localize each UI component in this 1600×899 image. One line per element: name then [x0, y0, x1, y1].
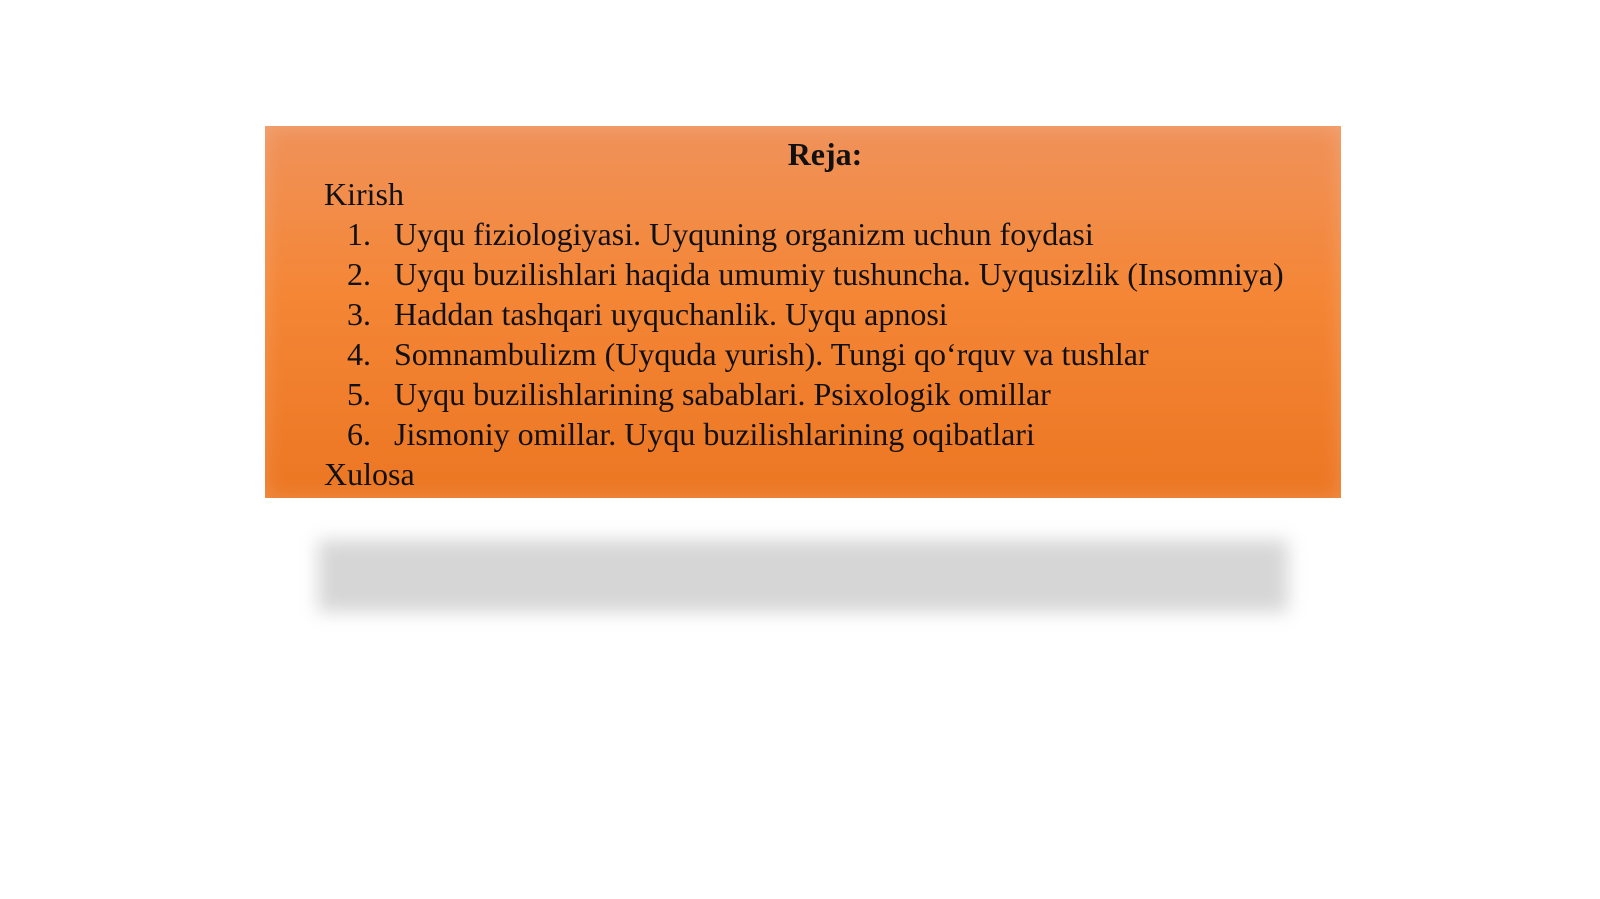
plan-item-text: Somnambulizm (Uyquda yurish). Tungi qo‘rquv va tushlar [394, 336, 1149, 372]
plan-item-number: 5. [347, 376, 371, 412]
plan-outro: Xulosa [324, 456, 415, 492]
plan-item-number: 6. [347, 416, 371, 452]
plan-item-number: 1. [347, 216, 371, 252]
plan-item-text: Uyqu buzilishlarining sabablari. Psixologik omillar [394, 376, 1051, 412]
shadow-band [318, 540, 1288, 612]
plan-item-number: 2. [347, 256, 371, 292]
plan-item-number: 3. [347, 296, 371, 332]
plan-box [265, 126, 1341, 498]
plan-intro: Kirish [324, 176, 404, 212]
plan-item-number: 4. [347, 336, 371, 372]
plan-item-text: Uyqu fiziologiyasi. Uyquning organizm uchun foydasi [394, 216, 1094, 252]
plan-item-text: Jismoniy omillar. Uyqu buzilishlarining oqibatlari [394, 416, 1035, 452]
plan-item-text: Haddan tashqari uyquchanlik. Uyqu apnosi [394, 296, 948, 332]
plan-item-text: Uyqu buzilishlari haqida umumiy tushuncha. Uyqusizlik (Insomniya) [394, 256, 1284, 292]
plan-title: Reja: [787, 136, 863, 172]
